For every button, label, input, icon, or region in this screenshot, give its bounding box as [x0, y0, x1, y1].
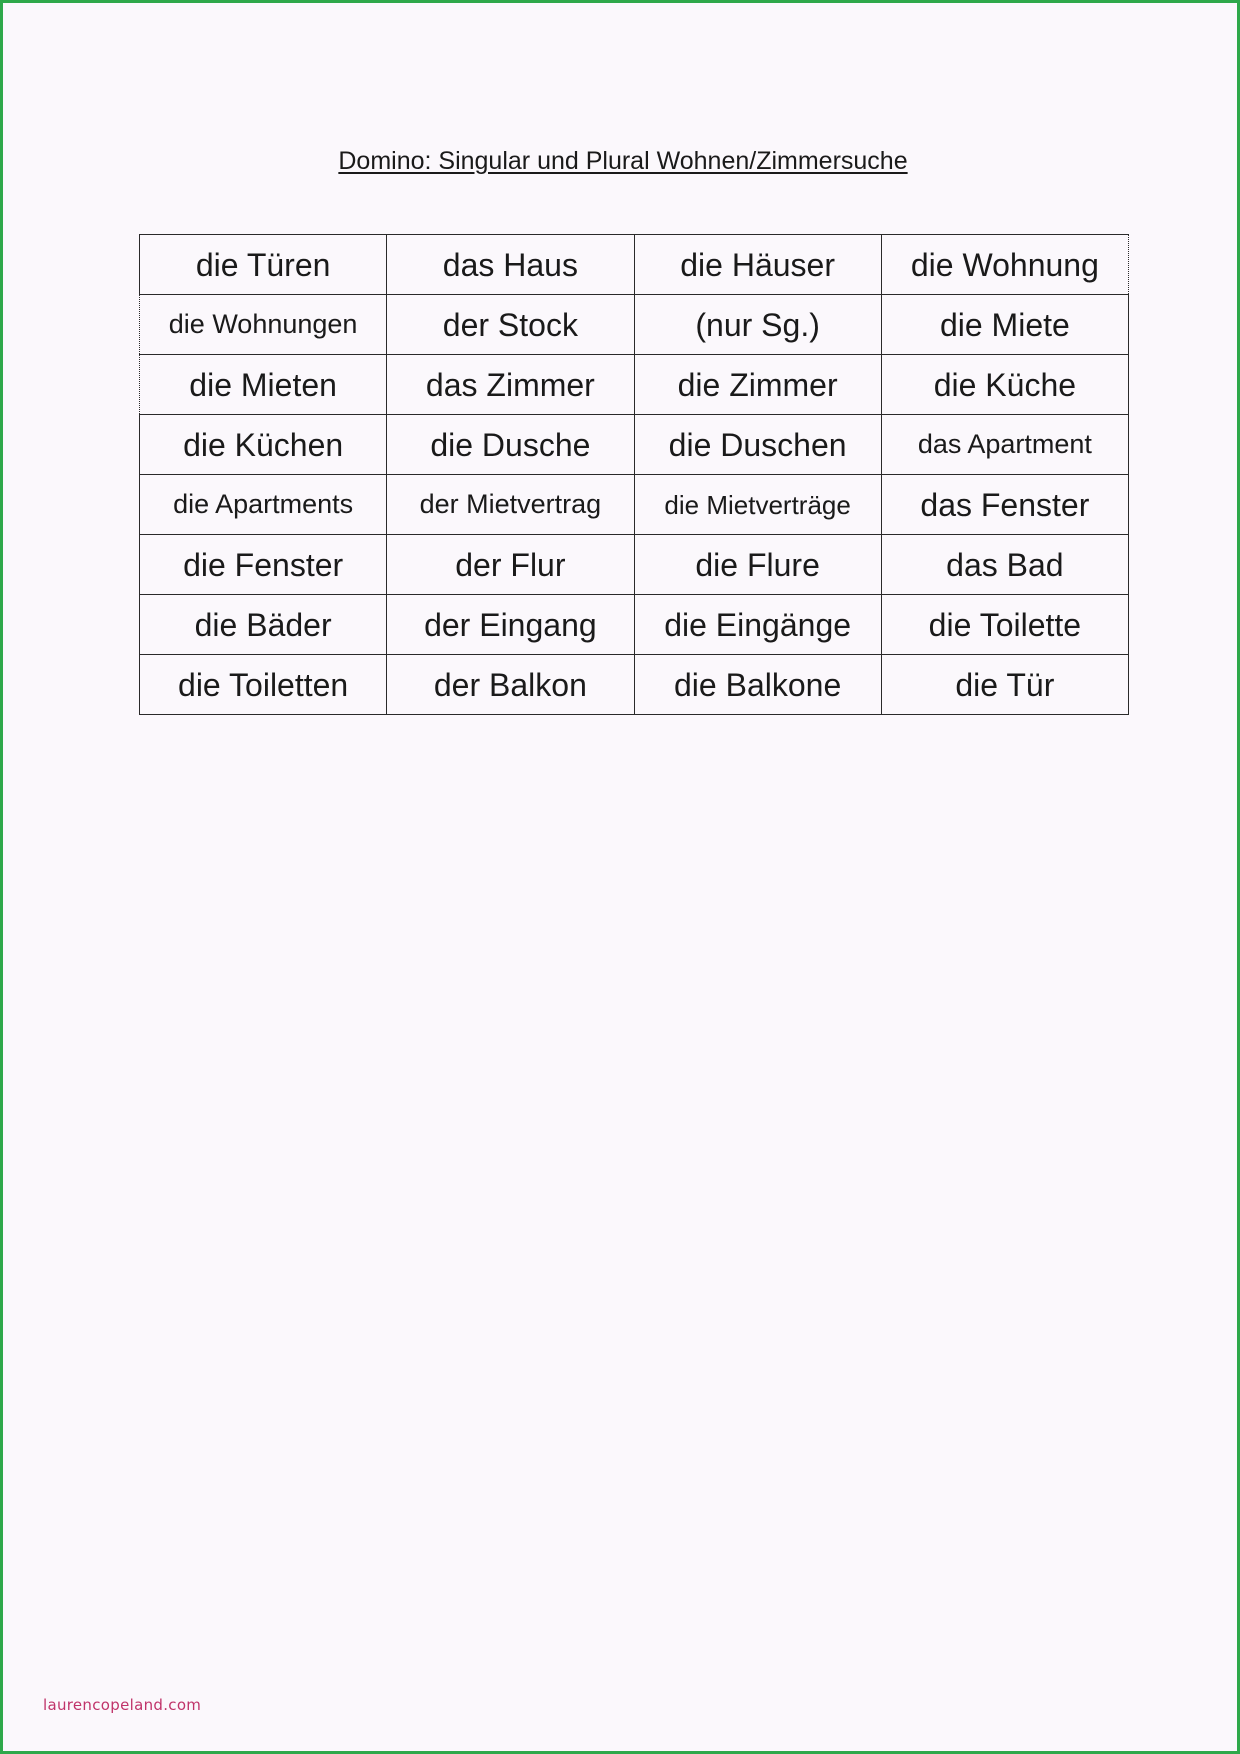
table-row	[140, 655, 1129, 715]
table-row	[140, 535, 1129, 595]
table-cell: die Tür	[881, 655, 1128, 715]
table-cell: die Bäder	[140, 595, 387, 655]
table-cell: das Fenster	[881, 475, 1128, 535]
domino-table	[139, 234, 1129, 715]
table-cell: der Stock	[387, 295, 634, 355]
table-cell: die Miete	[881, 295, 1128, 355]
table-cell: der Flur	[387, 535, 634, 595]
table-cell: das Apartment	[881, 415, 1128, 475]
table-cell: die Apartments	[140, 475, 387, 535]
table-cell: das Haus	[387, 235, 634, 295]
table-cell: die Fenster	[140, 535, 387, 595]
table-cell: (nur Sg.)	[634, 295, 881, 355]
table-cell: die Küche	[881, 355, 1128, 415]
table-cell: der Balkon	[387, 655, 634, 715]
table-row	[140, 295, 1129, 355]
table-row	[140, 235, 1129, 295]
watermark-text: laurencopeland.com	[43, 1696, 202, 1714]
table-row	[140, 355, 1129, 415]
table-cell: die Häuser	[634, 235, 881, 295]
table-row	[140, 415, 1129, 475]
table-cell: die Eingänge	[634, 595, 881, 655]
table-cell: die Toiletten	[140, 655, 387, 715]
table-cell: die Flure	[634, 535, 881, 595]
table-cell: der Mietvertrag	[387, 475, 634, 535]
table-row	[140, 595, 1129, 655]
table-cell: die Wohnungen	[140, 295, 387, 355]
table-cell: das Zimmer	[387, 355, 634, 415]
table-cell: die Türen	[140, 235, 387, 295]
table-cell: die Wohnung	[881, 235, 1128, 295]
table-cell: die Toilette	[881, 595, 1128, 655]
table-cell: die Duschen	[634, 415, 881, 475]
table-cell: das Bad	[881, 535, 1128, 595]
document-title: Domino: Singular und Plural Wohnen/Zimmersuche	[338, 147, 908, 175]
table-cell: die Mieten	[140, 355, 387, 415]
table-cell: die Zimmer	[634, 355, 881, 415]
table-cell: die Dusche	[387, 415, 634, 475]
table-cell: die Balkone	[634, 655, 881, 715]
table-row	[140, 475, 1129, 535]
table-cell: der Eingang	[387, 595, 634, 655]
table-cell: die Mietverträge	[634, 475, 881, 535]
table-cell: die Küchen	[140, 415, 387, 475]
